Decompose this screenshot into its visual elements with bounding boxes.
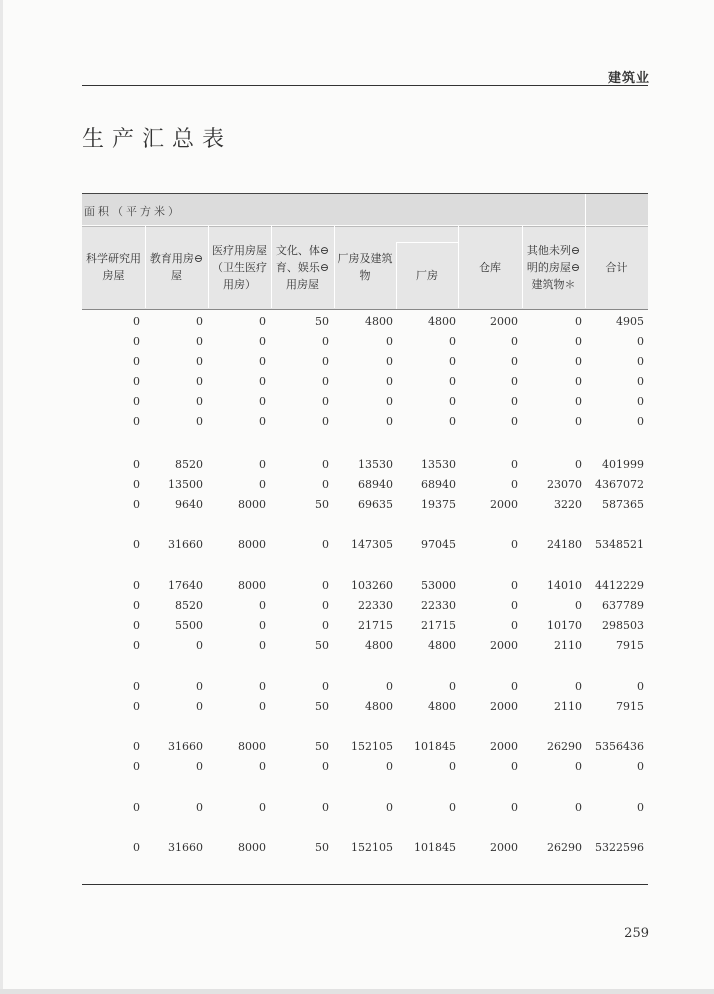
table-cell: 0 bbox=[196, 639, 203, 652]
table-cell: 0 bbox=[322, 458, 329, 471]
table-cell: 298503 bbox=[602, 619, 644, 632]
table-cell: 0 bbox=[259, 315, 266, 328]
table-cell: 0 bbox=[511, 478, 518, 491]
table-cell: 0 bbox=[449, 355, 456, 368]
table-cell: 0 bbox=[133, 355, 140, 368]
table-cell: 0 bbox=[259, 355, 266, 368]
table-cell: 587365 bbox=[602, 498, 644, 511]
table-cell: 0 bbox=[322, 801, 329, 814]
table-cell: 2110 bbox=[554, 700, 582, 713]
table-cell: 0 bbox=[386, 760, 393, 773]
table-cell: 26290 bbox=[547, 841, 582, 854]
table-cell: 0 bbox=[637, 760, 644, 773]
col-header-4: 厂房及建筑物 bbox=[337, 252, 393, 282]
table-cell: 50 bbox=[315, 700, 329, 713]
col-header-7: 其他未列⊖明的房屋⊖建筑物＊ bbox=[526, 243, 581, 291]
table-cell: 637789 bbox=[602, 599, 644, 612]
table-cell: 0 bbox=[637, 801, 644, 814]
table-cell: 8000 bbox=[238, 579, 266, 592]
table-cell: 0 bbox=[133, 335, 140, 348]
table-cell: 7915 bbox=[616, 700, 644, 713]
table-cell: 13530 bbox=[358, 458, 393, 471]
table-cell: 0 bbox=[196, 315, 203, 328]
table-cell: 2000 bbox=[490, 498, 518, 511]
table-cell: 0 bbox=[133, 599, 140, 612]
table-cell: 0 bbox=[259, 375, 266, 388]
table-cell: 0 bbox=[575, 315, 582, 328]
table-cell: 0 bbox=[575, 335, 582, 348]
table-cell: 0 bbox=[637, 355, 644, 368]
table-cell: 8000 bbox=[238, 841, 266, 854]
table-cell: 0 bbox=[386, 375, 393, 388]
table-cell: 0 bbox=[511, 538, 518, 551]
table-cell: 0 bbox=[322, 619, 329, 632]
table-cell: 8000 bbox=[238, 740, 266, 753]
table-cell: 0 bbox=[322, 599, 329, 612]
table-cell: 0 bbox=[196, 760, 203, 773]
table-cell: 0 bbox=[196, 700, 203, 713]
table-cell: 0 bbox=[133, 841, 140, 854]
table-cell: 5348521 bbox=[595, 538, 644, 551]
table-cell: 401999 bbox=[602, 458, 644, 471]
table-cell: 0 bbox=[322, 579, 329, 592]
table-cell: 4800 bbox=[428, 639, 456, 652]
table-cell: 13500 bbox=[168, 478, 203, 491]
table-cell: 0 bbox=[196, 801, 203, 814]
table-row bbox=[82, 677, 648, 697]
table-cell: 4800 bbox=[428, 700, 456, 713]
table-row bbox=[82, 535, 648, 555]
table-row bbox=[82, 332, 648, 352]
table-row bbox=[82, 455, 648, 475]
table-cell: 0 bbox=[637, 395, 644, 408]
table-cell: 31660 bbox=[168, 740, 203, 753]
table-cell: 0 bbox=[259, 639, 266, 652]
table-cell: 0 bbox=[449, 335, 456, 348]
table-cell: 0 bbox=[511, 801, 518, 814]
table-cell: 0 bbox=[196, 375, 203, 388]
table-row bbox=[82, 495, 648, 515]
table-cell: 4800 bbox=[365, 639, 393, 652]
table-row bbox=[82, 757, 648, 777]
table-row bbox=[82, 352, 648, 372]
table-cell: 0 bbox=[133, 498, 140, 511]
table-cell: 4800 bbox=[365, 700, 393, 713]
table-cell: 17640 bbox=[168, 579, 203, 592]
table-cell: 2000 bbox=[490, 315, 518, 328]
table-cell: 0 bbox=[575, 599, 582, 612]
table-cell: 0 bbox=[133, 619, 140, 632]
table-row bbox=[82, 616, 648, 636]
table-cell: 0 bbox=[386, 801, 393, 814]
table-cell: 0 bbox=[511, 619, 518, 632]
table-cell: 103260 bbox=[351, 579, 393, 592]
table-cell: 0 bbox=[637, 335, 644, 348]
table-row bbox=[82, 636, 648, 656]
table-cell: 97045 bbox=[421, 538, 456, 551]
table-cell: 0 bbox=[133, 801, 140, 814]
table-cell: 0 bbox=[133, 740, 140, 753]
table-cell: 152105 bbox=[351, 740, 393, 753]
table-cell: 0 bbox=[386, 680, 393, 693]
table-cell: 0 bbox=[196, 355, 203, 368]
table-cell: 147305 bbox=[351, 538, 393, 551]
table-cell: 50 bbox=[315, 841, 329, 854]
table-cell: 8520 bbox=[175, 599, 203, 612]
table-cell: 0 bbox=[637, 415, 644, 428]
table-row bbox=[82, 798, 648, 818]
table-cell: 0 bbox=[322, 538, 329, 551]
table-cell: 2000 bbox=[490, 639, 518, 652]
table-cell: 4367072 bbox=[595, 478, 644, 491]
table-cell: 0 bbox=[575, 801, 582, 814]
section-title: 建筑业 bbox=[607, 71, 650, 86]
table-cell: 0 bbox=[511, 415, 518, 428]
table-cell: 0 bbox=[322, 760, 329, 773]
col-header-3: 文化、体⊖育、娱乐⊖用房屋 bbox=[275, 243, 330, 291]
table-cell: 0 bbox=[322, 415, 329, 428]
table-cell: 0 bbox=[259, 680, 266, 693]
col-header-2: 医疗用房屋（卫生医疗用房） bbox=[212, 243, 267, 291]
header-rule bbox=[82, 85, 648, 86]
table-cell: 21715 bbox=[421, 619, 456, 632]
table-cell: 0 bbox=[511, 680, 518, 693]
table-cell: 0 bbox=[133, 760, 140, 773]
table-cell: 0 bbox=[133, 700, 140, 713]
table-cell: 0 bbox=[259, 478, 266, 491]
table-cell: 0 bbox=[322, 478, 329, 491]
table-cell: 8000 bbox=[238, 538, 266, 551]
table-cell: 0 bbox=[575, 375, 582, 388]
table-cell: 2110 bbox=[554, 639, 582, 652]
table-cell: 0 bbox=[196, 680, 203, 693]
col-header-8: 合计 bbox=[605, 260, 628, 274]
table-cell: 26290 bbox=[547, 740, 582, 753]
table-row bbox=[82, 596, 648, 616]
table-cell: 0 bbox=[449, 801, 456, 814]
table-row bbox=[82, 475, 648, 495]
table-cell: 19375 bbox=[421, 498, 456, 511]
col-header-6: 仓库 bbox=[479, 260, 501, 274]
table-cell: 31660 bbox=[168, 538, 203, 551]
table-row bbox=[82, 737, 648, 757]
unit-label: 面积（平方米） bbox=[84, 205, 182, 218]
table-cell: 0 bbox=[575, 355, 582, 368]
col-header-0: 科学研究用房屋 bbox=[86, 252, 141, 282]
table-cell: 0 bbox=[449, 760, 456, 773]
table-cell: 0 bbox=[133, 375, 140, 388]
table-cell: 5356436 bbox=[595, 740, 644, 753]
table-row bbox=[82, 312, 648, 332]
table-cell: 14010 bbox=[547, 579, 582, 592]
unit-divider bbox=[585, 194, 586, 225]
table-cell: 4905 bbox=[616, 315, 644, 328]
table-cell: 4412229 bbox=[595, 579, 644, 592]
table-cell: 0 bbox=[133, 315, 140, 328]
table-row bbox=[82, 412, 648, 432]
table-cell: 0 bbox=[637, 375, 644, 388]
table-cell: 0 bbox=[133, 458, 140, 471]
table-row bbox=[82, 372, 648, 392]
table-cell: 0 bbox=[637, 680, 644, 693]
table-cell: 5322596 bbox=[595, 841, 644, 854]
table-row bbox=[82, 576, 648, 596]
table-cell: 0 bbox=[511, 375, 518, 388]
table-cell: 0 bbox=[133, 639, 140, 652]
table-cell: 69635 bbox=[358, 498, 393, 511]
table-cell: 0 bbox=[133, 415, 140, 428]
table-cell: 13530 bbox=[421, 458, 456, 471]
table-cell: 0 bbox=[133, 680, 140, 693]
table-cell: 0 bbox=[196, 395, 203, 408]
page-number: 259 bbox=[624, 926, 649, 941]
table-cell: 0 bbox=[575, 458, 582, 471]
table-cell: 0 bbox=[259, 760, 266, 773]
col-header-1: 教育用房⊖屋 bbox=[149, 252, 204, 282]
table-cell: 0 bbox=[386, 355, 393, 368]
table-cell: 0 bbox=[511, 760, 518, 773]
table-cell: 0 bbox=[575, 760, 582, 773]
table-cell: 8000 bbox=[238, 498, 266, 511]
table-cell: 0 bbox=[322, 335, 329, 348]
table-cell: 23070 bbox=[547, 478, 582, 491]
table-cell: 21715 bbox=[358, 619, 393, 632]
table-cell: 0 bbox=[575, 415, 582, 428]
table-cell: 0 bbox=[259, 801, 266, 814]
table-cell: 0 bbox=[386, 415, 393, 428]
table-cell: 68940 bbox=[421, 478, 456, 491]
table-cell: 0 bbox=[322, 395, 329, 408]
table-cell: 8520 bbox=[175, 458, 203, 471]
table-cell: 0 bbox=[511, 599, 518, 612]
table-cell: 68940 bbox=[358, 478, 393, 491]
scan-bottom-edge bbox=[0, 989, 714, 994]
table-row bbox=[82, 838, 648, 858]
table-cell: 0 bbox=[133, 395, 140, 408]
table-cell: 22330 bbox=[358, 599, 393, 612]
table-cell: 0 bbox=[511, 355, 518, 368]
table-cell: 0 bbox=[259, 415, 266, 428]
table-cell: 0 bbox=[386, 335, 393, 348]
table-cell: 0 bbox=[133, 579, 140, 592]
col-header-5: 厂房 bbox=[416, 268, 438, 282]
table-cell: 4800 bbox=[428, 315, 456, 328]
table-cell: 3220 bbox=[554, 498, 582, 511]
table-cell: 0 bbox=[449, 680, 456, 693]
table-cell: 50 bbox=[315, 498, 329, 511]
table-cell: 0 bbox=[259, 335, 266, 348]
table-cell: 0 bbox=[511, 395, 518, 408]
table-cell: 9640 bbox=[175, 498, 203, 511]
table-cell: 0 bbox=[449, 395, 456, 408]
table-cell: 0 bbox=[511, 335, 518, 348]
table-cell: 0 bbox=[386, 395, 393, 408]
table-cell: 0 bbox=[196, 415, 203, 428]
table-cell: 53000 bbox=[421, 579, 456, 592]
table-cell: 0 bbox=[259, 458, 266, 471]
table-cell: 7915 bbox=[616, 639, 644, 652]
table-cell: 2000 bbox=[490, 841, 518, 854]
table-cell: 0 bbox=[322, 375, 329, 388]
table-cell: 0 bbox=[196, 335, 203, 348]
table-cell: 2000 bbox=[490, 700, 518, 713]
table-cell: 31660 bbox=[168, 841, 203, 854]
table-cell: 22330 bbox=[421, 599, 456, 612]
table-cell: 0 bbox=[259, 395, 266, 408]
table-cell: 10170 bbox=[547, 619, 582, 632]
table-row bbox=[82, 697, 648, 717]
table-cell: 4800 bbox=[365, 315, 393, 328]
table-cell: 0 bbox=[511, 579, 518, 592]
table-cell: 0 bbox=[133, 538, 140, 551]
table-cell: 152105 bbox=[351, 841, 393, 854]
table-cell: 0 bbox=[259, 700, 266, 713]
table-cell: 24180 bbox=[547, 538, 582, 551]
page-title: 生产汇总表 bbox=[82, 127, 233, 152]
table-cell: 101845 bbox=[414, 841, 456, 854]
table-cell: 0 bbox=[449, 375, 456, 388]
table-cell: 50 bbox=[315, 740, 329, 753]
table-cell: 0 bbox=[133, 478, 140, 491]
table-cell: 0 bbox=[259, 619, 266, 632]
table-cell: 0 bbox=[575, 395, 582, 408]
table-cell: 0 bbox=[449, 415, 456, 428]
table-cell: 50 bbox=[315, 639, 329, 652]
table-cell: 0 bbox=[322, 355, 329, 368]
table-cell: 101845 bbox=[414, 740, 456, 753]
table-cell: 0 bbox=[322, 680, 329, 693]
table-cell: 5500 bbox=[175, 619, 203, 632]
table-row bbox=[82, 392, 648, 412]
table-bottom-rule bbox=[82, 884, 648, 885]
table-cell: 0 bbox=[575, 680, 582, 693]
table-cell: 0 bbox=[511, 458, 518, 471]
table-cell: 50 bbox=[315, 315, 329, 328]
table-cell: 0 bbox=[259, 599, 266, 612]
table-cell: 2000 bbox=[490, 740, 518, 753]
